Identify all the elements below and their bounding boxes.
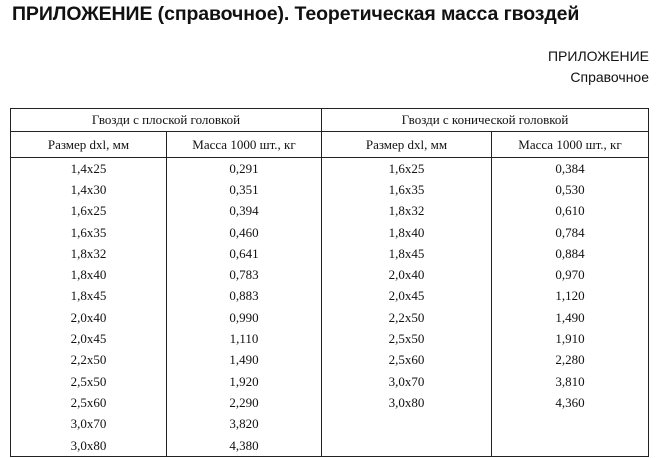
page-title: ПРИЛОЖЕНИЕ (справочное). Теоретическая масса гвоздей: [12, 3, 580, 25]
flat-size-cell: 2,0x45: [11, 328, 167, 349]
conic-mass-cell: 1,120: [492, 286, 649, 307]
conic-head-group-header: Гвозди с конической головкой: [322, 109, 649, 132]
flat-mass-cell: 0,883: [167, 286, 322, 307]
conic-mass-cell: 4,360: [492, 392, 649, 413]
appendix-label: ПРИЛОЖЕНИЕ: [547, 48, 649, 64]
nail-mass-table: [10, 108, 649, 457]
appendix-subtitle: Справочное: [570, 69, 649, 85]
conic-mass-cell: [492, 414, 649, 435]
flat-size-cell: 3,0x80: [11, 435, 167, 457]
conic-mass-cell: 0,384: [492, 158, 649, 180]
flat-size-cell: 1,6x35: [11, 222, 167, 243]
conic-size-cell: 3,0x70: [322, 371, 492, 392]
conic-mass-cell: [492, 435, 649, 457]
table-row: [11, 179, 649, 200]
table-body: [11, 158, 649, 457]
table-row: [11, 158, 649, 180]
conic-mass-cell: 0,784: [492, 222, 649, 243]
flat-mass-cell: 0,460: [167, 222, 322, 243]
table-row: [11, 264, 649, 285]
conic-size-cell: 2,0x45: [322, 286, 492, 307]
flat-mass-column-header: Масса 1000 шт., кг: [167, 132, 322, 158]
flat-mass-cell: 1,920: [167, 371, 322, 392]
conic-size-cell: 1,8x32: [322, 201, 492, 222]
conic-mass-cell: 0,884: [492, 243, 649, 264]
conic-size-cell: [322, 435, 492, 457]
flat-mass-cell: 0,783: [167, 264, 322, 285]
table-row: [11, 350, 649, 371]
conic-size-cell: 1,8x45: [322, 243, 492, 264]
conic-size-cell: 2,5x50: [322, 328, 492, 349]
conic-mass-cell: 3,810: [492, 371, 649, 392]
table-row: [11, 371, 649, 392]
conic-mass-cell: 2,280: [492, 350, 649, 371]
table-row: [11, 201, 649, 222]
conic-size-cell: [322, 414, 492, 435]
conic-size-cell: 2,0x40: [322, 264, 492, 285]
table-row: [11, 414, 649, 435]
conic-size-cell: 3,0x80: [322, 392, 492, 413]
flat-size-column-header: Размер dxl, мм: [11, 132, 167, 158]
table-row: [11, 222, 649, 243]
flat-size-cell: 1,4x30: [11, 179, 167, 200]
appendix-label-block: [548, 46, 649, 88]
conic-size-cell: 1,6x35: [322, 179, 492, 200]
flat-mass-cell: 0,394: [167, 201, 322, 222]
flat-size-cell: 2,5x60: [11, 392, 167, 413]
flat-size-cell: 1,4x25: [11, 158, 167, 180]
flat-size-cell: 3,0x70: [11, 414, 167, 435]
conic-mass-cell: 0,530: [492, 179, 649, 200]
table-row: [11, 307, 649, 328]
conic-size-cell: 1,8x40: [322, 222, 492, 243]
conic-mass-cell: 1,490: [492, 307, 649, 328]
flat-mass-cell: 0,641: [167, 243, 322, 264]
conic-size-cell: 1,6x25: [322, 158, 492, 180]
table-row: [11, 286, 649, 307]
flat-mass-cell: 1,110: [167, 328, 322, 349]
flat-mass-cell: 2,290: [167, 392, 322, 413]
flat-size-cell: 1,6x25: [11, 201, 167, 222]
conic-mass-cell: 0,970: [492, 264, 649, 285]
flat-mass-cell: 3,820: [167, 414, 322, 435]
flat-head-group-header: Гвозди с плоской головкой: [11, 109, 322, 132]
conic-mass-cell: 0,610: [492, 201, 649, 222]
flat-mass-cell: 0,291: [167, 158, 322, 180]
flat-size-cell: 2,2x50: [11, 350, 167, 371]
table-row: [11, 328, 649, 349]
flat-mass-cell: 1,490: [167, 350, 322, 371]
flat-size-cell: 1,8x32: [11, 243, 167, 264]
flat-size-cell: 2,5x50: [11, 371, 167, 392]
conic-mass-cell: 1,910: [492, 328, 649, 349]
table-row: [11, 243, 649, 264]
flat-mass-cell: 4,380: [167, 435, 322, 457]
conic-size-cell: 2,5x60: [322, 350, 492, 371]
conic-size-column-header: Размер dxl, мм: [322, 132, 492, 158]
flat-mass-cell: 0,351: [167, 179, 322, 200]
table-row: [11, 435, 649, 457]
flat-size-cell: 1,8x40: [11, 264, 167, 285]
flat-mass-cell: 0,990: [167, 307, 322, 328]
flat-size-cell: 1,8x45: [11, 286, 167, 307]
flat-size-cell: 2,0x40: [11, 307, 167, 328]
table-row: [11, 392, 649, 413]
conic-mass-column-header: Масса 1000 шт., кг: [492, 132, 649, 158]
conic-size-cell: 2,2x50: [322, 307, 492, 328]
